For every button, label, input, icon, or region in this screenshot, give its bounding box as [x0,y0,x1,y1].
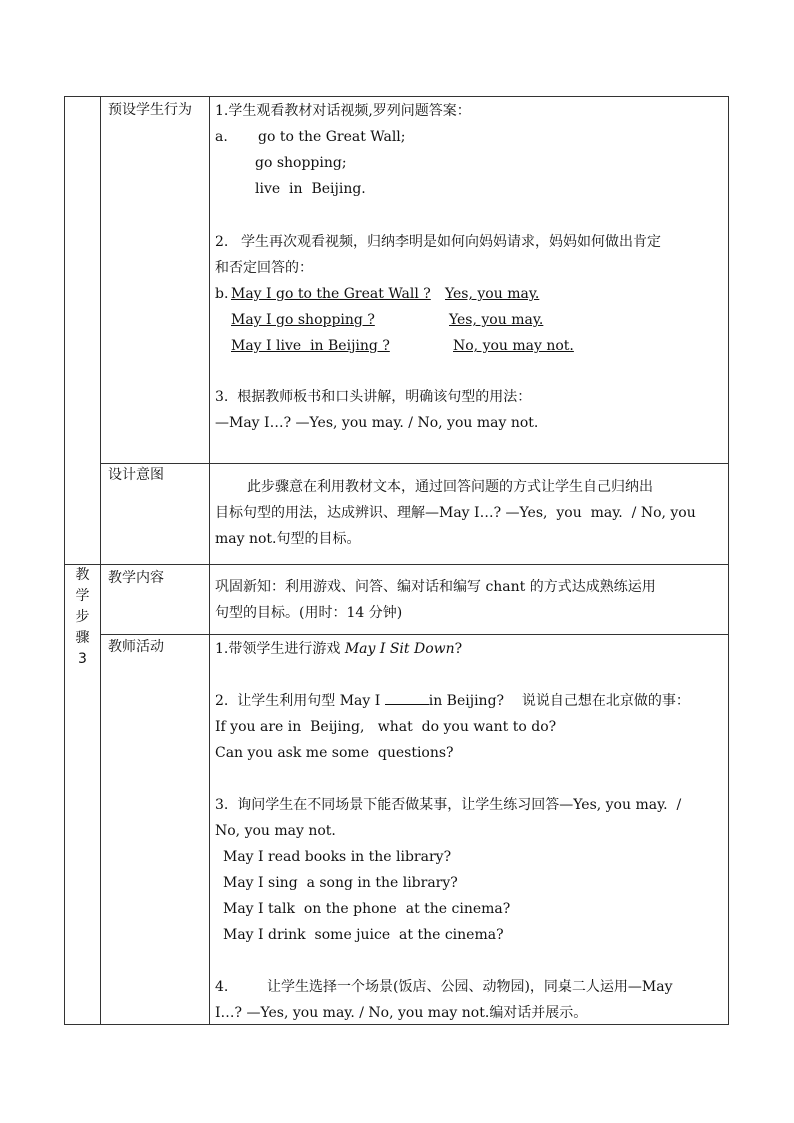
row-divider-2 [65,564,728,565]
row-label-teaching-content: 教学内容 [108,570,164,586]
stage-char: 学 [75,588,90,604]
content-line-1: 巩固新知：利用游戏、问答、编对话和编写 chant 的方式达成熟练运用 [215,579,656,595]
answer-b1: Yes, you may. [445,286,540,302]
answer-a1: go to the Great Wall; [258,129,406,145]
intent-line-1: 此步骤意在利用教材文本，通过回答问题的方式让学生自己归纳出 [247,479,653,495]
activity-line-4: Can you ask me some questions? [215,745,454,761]
column-divider-2 [209,97,210,1024]
stage-char: 教 [75,567,90,583]
fill-in-blank [385,690,429,705]
list-marker-a: a. [215,129,228,145]
intent-line-3: may not.句型的目标。 [215,531,361,547]
stage-char: 骤 [75,630,90,646]
activity-line-11-number: 4. [215,979,229,995]
stage-char: 3 [78,651,87,667]
paragraph-2-text2: 和否定回答的： [215,260,313,276]
paragraph-2-number: 2. [215,234,229,250]
paragraph-3-pattern: —May I…? —Yes, you may. / No, you may not. [215,415,539,431]
row-divider-1 [100,463,728,464]
list-marker-b: b. [215,286,229,302]
activity-line-9: May I talk on the phone at the cinema? [223,901,511,917]
game-title: May I Sit Down [344,641,455,657]
answer-a2: go shopping; [255,155,347,171]
activity-line-10: May I drink some juice at the cinema? [223,927,504,943]
lesson-plan-table [64,96,729,1025]
activity-line-12: I…? —Yes, you may. / No, you may not.编对话并展示。 [215,1005,588,1021]
activity-line-6: No, you may not. [215,823,336,839]
row-divider-3 [100,634,728,635]
activity-line-1: 1.带领学生进行游戏 May I Sit Down? [215,641,463,657]
stage-label [65,565,100,670]
activity-line-8: May I sing a song in the library? [223,875,458,891]
content-line-2: 句型的目标。(用时：14 分钟) [215,605,403,621]
column-divider-1 [100,97,101,1024]
stage-char: 步 [75,609,90,625]
activity-line-5: 3. 询问学生在不同场景下能否做某事，让学生练习回答—Yes, you may. / [215,797,682,813]
paragraph-1: 1.学生观看教材对话视频,罗列问题答案： [215,103,471,119]
answer-b3: No, you may not. [453,338,574,354]
activity-line-3: If you are in Beijing, what do you want to do? [215,719,557,735]
row-label-expected-behavior: 预设学生行为 [108,102,192,118]
question-b2: May I go shopping ? [231,312,375,328]
question-b1: May I go to the Great Wall ? [231,286,431,302]
question-b3: May I live in Beijing ? [231,338,390,354]
intent-line-2: 目标句型的用法，达成辨识、理解—May I…? —Yes, you may. / No, you [215,505,696,521]
answer-b2: Yes, you may. [449,312,544,328]
activity-line-2: 2. 让学生利用句型 May I in Beijing? 说说自己想在北京做的事： [215,688,690,714]
answer-a3: live in Beijing. [255,181,366,197]
paragraph-3: 3. 根据教师板书和口头讲解，明确该句型的用法： [215,389,532,405]
activity-line-11: 让学生选择一个场景(饭店、公园、动物园)，同桌二人运用—May [267,979,673,995]
row-label-design-intent: 设计意图 [108,467,164,483]
activity-line-7: May I read books in the library? [223,849,452,865]
row-label-teacher-activity: 教师活动 [108,639,164,655]
paragraph-2-text: 学生再次观看视频，归纳李明是如何向妈妈请求，妈妈如何做出肯定 [241,234,661,250]
